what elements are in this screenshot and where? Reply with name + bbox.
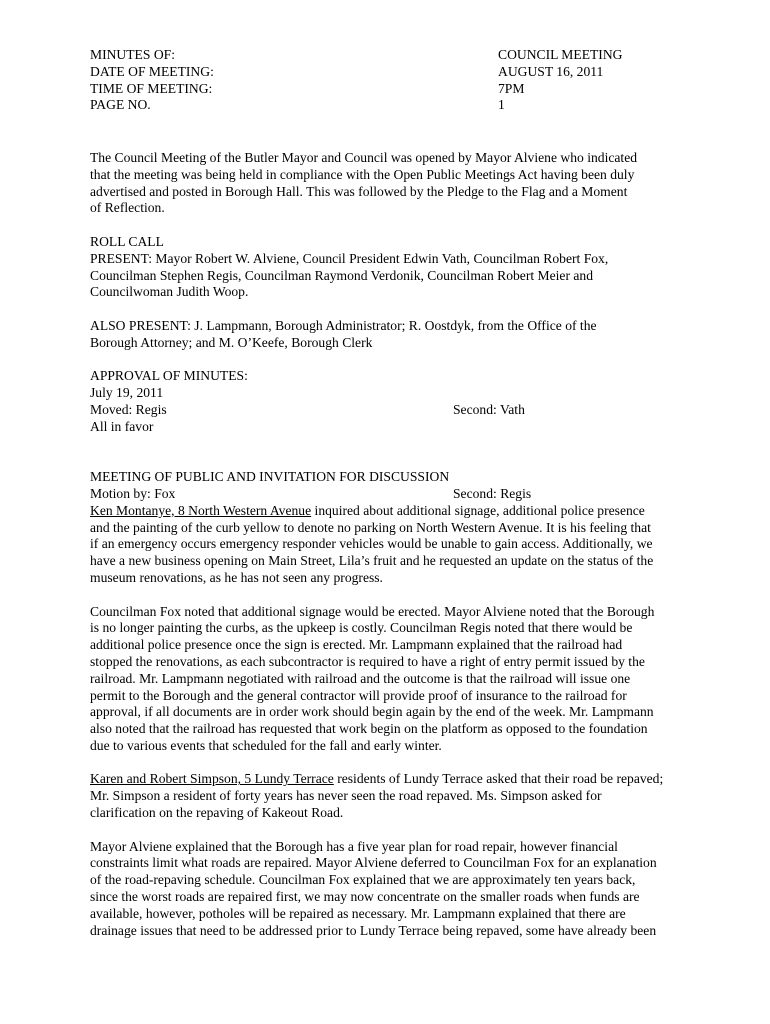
text-line: due to various events that scheduled for the fall and early winter. — [90, 737, 442, 753]
header-value: AUGUST 16, 2011 — [498, 63, 604, 79]
section-heading: ROLL CALL — [90, 233, 164, 249]
text-line: have a new business opening on Main Street, Lila’s fruit and he requested an update on the status of the — [90, 553, 654, 569]
text-fragment: inquired about additional signage, additional police presence — [311, 502, 645, 518]
motion-row — [90, 486, 690, 503]
text-line: Mayor Alviene explained that the Borough has a five year plan for road repair, however financial — [90, 838, 618, 854]
header-label: TIME OF MEETING: — [90, 80, 213, 96]
paragraph-gap — [90, 436, 690, 470]
moved-by: Moved: Regis — [90, 401, 167, 417]
header-row-time — [90, 81, 690, 98]
text-line: stopped the renovations, as each subcontractor is required to have a right of entry permit issued by the — [90, 653, 645, 669]
text-line: and the painting of the curb yellow to denote no parking on North Western Avenue. It is his feeling that — [90, 519, 651, 535]
response-paragraph — [90, 839, 690, 940]
text-line: permit to the Borough and the general contractor will provide proof of insurance to the railroad for — [90, 687, 627, 703]
paragraph-gap — [90, 822, 690, 839]
text-line: constraints limit what roads are repaired. Mayor Alviene deferred to Councilman Fox for an explanation — [90, 855, 657, 871]
roll-call-section — [90, 234, 690, 301]
header-label: MINUTES OF: — [90, 47, 175, 62]
header-row-page — [90, 97, 690, 114]
text-fragment: residents of Lundy Terrace asked that their road be repaved; — [333, 771, 664, 787]
text-line: museum renovations, as he has not seen any progress. — [90, 569, 383, 585]
response-paragraph — [90, 604, 690, 755]
also-present-section — [90, 318, 690, 352]
section-heading: MEETING OF PUBLIC AND INVITATION FOR DISCUSSION — [90, 469, 450, 485]
text-line: ALSO PRESENT: J. Lampmann, Borough Administrator; R. Oostdyk, from the Office of the — [90, 317, 597, 333]
vote-result: All in favor — [90, 418, 154, 434]
header-value: 7PM — [498, 80, 525, 96]
header-row-date — [90, 64, 690, 81]
motion-by: Motion by: Fox — [90, 485, 176, 501]
comment-paragraph — [90, 771, 690, 821]
text-line — [90, 503, 690, 520]
meeting-header — [90, 47, 690, 114]
text-line: additional police presence once the sign is erected. Mr. Lampmann explained that the railroad had — [90, 637, 623, 653]
speaker-name: Karen and Robert Simpson, 5 Lundy Terrace — [90, 771, 334, 787]
text-line: of the road-repaving schedule. Councilman Fox explained that we are approximately ten years back, — [90, 872, 636, 888]
paragraph-gap — [90, 587, 690, 604]
public-meeting-section — [90, 469, 690, 587]
text-line: Mr. Simpson a resident of forty years has never seen the road repaved. Ms. Simpson asked for — [90, 788, 602, 804]
text-line: Borough Attorney; and M. O’Keefe, Borough Clerk — [90, 334, 373, 350]
header-row-minutes — [90, 47, 690, 64]
approval-section — [90, 368, 690, 435]
text-line: approval, if all documents are in order work should begin again by the end of the week. Mr. Lampmann — [90, 704, 654, 720]
text-line: Councilman Fox noted that additional signage would be erected. Mayor Alviene noted that the Borough — [90, 603, 655, 619]
speaker-name: Ken Montanye, 8 North Western Avenue — [90, 502, 312, 518]
text-line: Councilwoman Judith Woop. — [90, 284, 249, 300]
motion-row — [90, 402, 690, 419]
section-heading: APPROVAL OF MINUTES: — [90, 368, 248, 384]
text-line: advertised and posted in Borough Hall. This was followed by the Pledge to the Flag and a Moment — [90, 183, 628, 199]
paragraph-gap — [90, 755, 690, 772]
text-line: if an emergency occurs emergency responder vehicles would be unable to gain access. Additionally, we — [90, 536, 653, 552]
minutes-body — [90, 150, 690, 939]
text-line: that the meeting was being held in compliance with the Open Public Meetings Act having been duly — [90, 166, 635, 182]
text-line: since the worst roads are repaired first, we may now concentrate on the smaller roads when funds are — [90, 889, 640, 905]
seconded-by: Second: Regis — [453, 485, 532, 501]
text-line: of Reflection. — [90, 200, 165, 216]
minutes-date: July 19, 2011 — [90, 385, 164, 401]
paragraph-gap — [90, 352, 690, 369]
text-line: is no longer painting the curbs, as the upkeep is costly. Councilman Regis noted that there would be — [90, 620, 633, 636]
text-line: drainage issues that need to be addressed prior to Lundy Terrace being repaved, some have already been — [90, 922, 657, 938]
intro-paragraph — [90, 150, 690, 217]
text-line: available, however, potholes will be repaired as necessary. Mr. Lampmann explained that there are — [90, 905, 626, 921]
text-line: Councilman Stephen Regis, Councilman Raymond Verdonik, Councilman Robert Meier and — [90, 267, 594, 283]
text-line: PRESENT: Mayor Robert W. Alviene, Council President Edwin Vath, Councilman Robert Fox, — [90, 250, 609, 266]
header-value: COUNCIL MEETING — [498, 47, 623, 62]
text-line: The Council Meeting of the Butler Mayor and Council was opened by Mayor Alviene who indicated — [90, 150, 638, 165]
text-line: also noted that the railroad has requested that work begin on the platform as opposed to the foundation — [90, 721, 648, 737]
header-label: PAGE NO. — [90, 97, 151, 113]
paragraph-gap — [90, 301, 690, 318]
text-line: railroad. Mr. Lampmann negotiated with railroad and the outcome is that the railroad will issue one — [90, 670, 631, 686]
text-line: clarification on the repaving of Kakeout Road. — [90, 805, 344, 821]
header-value: 1 — [498, 97, 505, 113]
seconded-by: Second: Vath — [453, 401, 525, 417]
header-label: DATE OF MEETING: — [90, 63, 214, 79]
paragraph-gap — [90, 217, 690, 234]
text-line — [90, 771, 690, 788]
